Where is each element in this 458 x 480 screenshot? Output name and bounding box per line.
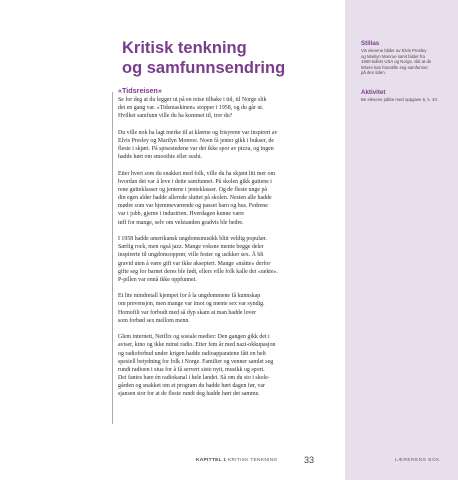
footer-chapter-label: KAPITTEL 1 bbox=[196, 458, 227, 463]
paragraph-4: I 1958 hadde amerikansk ungdomsmusikk blitt veldig populær. Særlig rock, men også jazz. Mange voksne mente begge deler inspirerte til ungdomsopprør, ville fester og usikker sex. Å bli gravid uten å være gift var ikke akseptert. Mange «måtte» derfor gifte seg for barnet deres ble født, ellers ville folk kalle det «uekte». P-pillen var ennå ikke oppfunnet. bbox=[118, 236, 278, 283]
page-title bbox=[122, 38, 337, 78]
title-line-2: og samfunnsendring bbox=[122, 59, 286, 77]
paragraph-1: Se for deg at du legger ut på en reise tilbake i tid, til Norge slik det en gang var. «Tidsmaskinen» stopper i 1958, og du går ut. Hvilket samfunn ville du ha kommet til, tror du? bbox=[118, 97, 267, 120]
paragraph-5: Et lite mindretall kjempet for å la ungdommene få kunnskap om prevensjon, men mange var imot og mente sex var syndig. Homofili var forbudt med så dyp skam at man hadde lover som forbød sex mellom menn. bbox=[118, 293, 265, 324]
footer-book-label: LÆRERENS BOK bbox=[395, 458, 440, 463]
article-body bbox=[118, 86, 338, 407]
paragraph-2: Du ville nok ha lagt merke til at klærne og frisyrene var inspirert av Elvis Presley og Marilyn Monroe. Noen få jenter gikk i bukser, de fleste i skjørt. På spisestedene var det ikke spor av pizza, og ingen hadde hørt om smoothie eller sushi. bbox=[118, 129, 278, 161]
aktivitet-heading: Aktivitet bbox=[361, 89, 386, 96]
stillas-text: Vis elevene bilder av Elvis Presley og Marilyn Monroe samt bilder fra 1950-tallets USA og Norge, slik at de lettere kan forestille seg samfunnet på den tiden. bbox=[361, 48, 432, 76]
page-number: 33 bbox=[304, 455, 315, 465]
aktivitet-block bbox=[361, 89, 453, 103]
article-subheading: «Tidsreisen» bbox=[118, 86, 162, 95]
stillas-block bbox=[361, 40, 453, 76]
vertical-divider bbox=[112, 92, 113, 424]
title-line-1: Kritisk tenkning bbox=[122, 39, 247, 57]
paragraph-6: Glem internett, Netflix og sosiale medier: Den gangen gikk det i aviser, kino og ikke minst radio. Etter fem år med nazi-okkupasjon og radioforbud under krigen hadde radioapparatene fått en helt spesiell betydning for folk i Norge. Familier og venner samlet seg rundt radioen i stua for å få servert siste nytt, musikk og sport. Det fantes bare én radiokanal i hele landet. Så om du sto i skole- gården og snakket om et program du hadde hørt dagen før, var sjansen stor for at de fleste rundt deg hadde hørt det samme. bbox=[118, 334, 276, 398]
footer-chapter-title: KRITISK TENKNING bbox=[228, 458, 278, 463]
footer-chapter bbox=[196, 458, 278, 463]
paragraph-3: Etter hvert som du snakket med folk, ville du ha skjønt litt mer om hvordan det var å leve i dette samfunnet. På skolen gikk guttene i rene gutteklasser og jentene i jenteklasser. Og de fleste unge på din egen alder hadde allerede sluttet på skolen. Nesten alle hadde mødre som var hjemmeværende og passet barn og hus. Fedrene var i jobb, gjerne i industrien. Hverdagen kunne være tøff for mange, selv om velstanden gradvis ble bedre. bbox=[118, 170, 276, 226]
aktivitet-text: Be elevene jobbe med oppgave 5, s. 43. bbox=[361, 97, 438, 102]
stillas-heading: Stillas bbox=[361, 40, 380, 47]
